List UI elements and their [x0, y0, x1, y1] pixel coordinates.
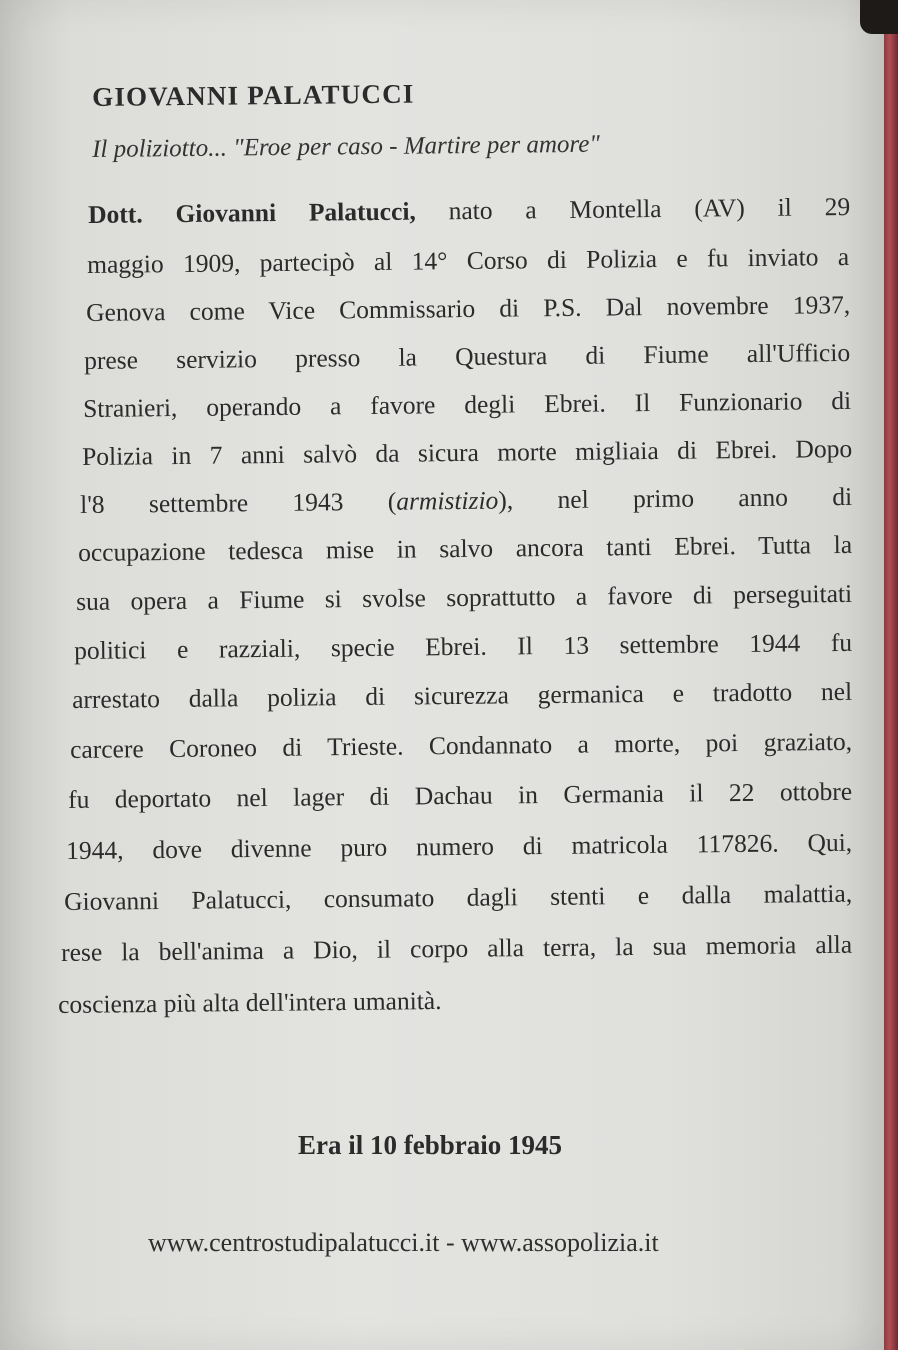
text-line: 1944, dove divenne puro numero di matricola 117826. Qui,: [66, 827, 853, 865]
text-line: prese servizio presso la Questura di Fiume all'Ufficio: [84, 337, 851, 375]
text-line: Polizia in 7 anni salvò da sicura morte migliaia di Ebrei. Dopo: [82, 433, 853, 471]
text-line: coscienza più alta dell'intera umanità.: [58, 985, 442, 1019]
text-span: nato a Montella (AV) il 29: [415, 192, 851, 226]
page-title: GIOVANNI PALATUCCI: [92, 78, 415, 112]
book-cover-edge: [884, 0, 898, 1350]
text-italic: armistizio: [396, 485, 499, 516]
text-line: occupazione tedesca mise in salvo ancora tanti Ebrei. Tutta la: [78, 529, 853, 567]
text-span: l'8 settembre 1943 (: [80, 486, 397, 519]
text-bold: Dott. Giovanni Palatucci,: [88, 196, 416, 229]
text-span: ), nel primo anno di: [498, 481, 853, 515]
page-subtitle: Il poliziotto... "Eroe per caso - Martire per amore": [92, 130, 601, 163]
text-line: sua opera a Fiume si svolse soprattutto a favore di perseguitati: [76, 578, 853, 616]
text-line: Genova come Vice Commissario di P.S. Dal novembre 1937,: [86, 289, 851, 327]
text-line: carcere Coroneo di Trieste. Condannato a morte, poi graziato,: [70, 726, 853, 764]
text-line: [80, 482, 852, 520]
text-line: politici e razziali, specie Ebrei. Il 13 settembre 1944 fu: [74, 627, 853, 665]
text-line: [88, 192, 850, 230]
text-line: arrestato dalla polizia di sicurezza germanica e tradotto nel: [72, 676, 853, 714]
text-line: maggio 1909, partecipò al 14° Corso di Polizia e fu inviato a: [87, 242, 850, 279]
footer-links: www.centrostudipalatucci.it - www.assopolizia.it: [148, 1228, 659, 1257]
text-line: fu deportato nel lager di Dachau in Germania il 22 ottobre: [68, 776, 853, 814]
text-line: Giovanni Palatucci, consumato dagli stenti e dalla malattia,: [64, 878, 853, 916]
date-line: Era il 10 febbraio 1945: [298, 1130, 562, 1160]
text-line: rese la bell'anima a Dio, il corpo alla terra, la sua memoria alla: [61, 929, 853, 967]
text-line: Stranieri, operando a favore degli Ebrei. Il Funzionario di: [83, 385, 852, 423]
